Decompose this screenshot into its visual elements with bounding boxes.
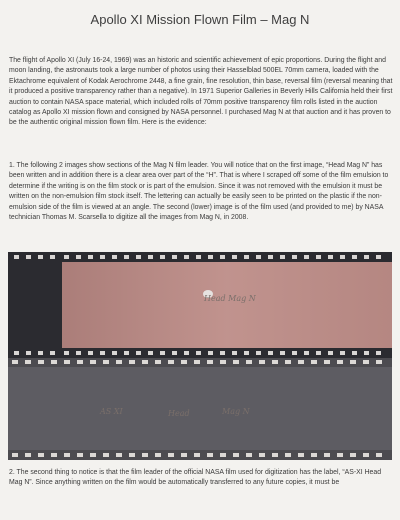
film-leader-image-1 [8,252,392,358]
film-2-label-mag-n: Mag N [222,407,250,416]
film-leader-image-2 [8,358,392,460]
paragraph-evidence-1: 1. The following 2 images show sections of the Mag N film leader. You will notice that on the first image, “Head Mag N” has been written and in addition there is a clear area over part of the “H”. That is where I scraped off some of the film emulsion to determine if the writing is on the film stock or is part of the emulsion. Since it was not removed with the emulsion it must be written on the non-emulsion film stock itself. The lettering can actually be easily seen to be printed on the plastic if the non-emulsion side of the film is viewed at an angle. The second (lower) image is of the film used (and provided to me) by NASA technician Thomas M. Scarsella to digitize all the images from Mag N, in 2008. [9,162,389,222]
film-strip-1 [8,252,392,358]
film-2-label-as-xi: AS XI [100,407,123,416]
film-1-label: Head Mag N [204,294,256,303]
paragraph-evidence-2: 2. The second thing to notice is that the film leader of the official NASA film used for digitization has the label, “AS-XI Head Mag N”. Since anything written on the film would be automatically transferred to any future copies, it must be [9,469,382,487]
film2-perforations-bottom [12,453,382,457]
film-strip-2 [8,358,392,460]
page-title: Apollo XI Mission Flown Film – Mag N [90,12,310,27]
film-2-label-head: Head [168,409,190,418]
film2-perforations-top [12,360,382,364]
paragraph-intro: The flight of Apollo XI (July 16-24, 1969) was an historic and scientific achievement of epic proportions. During the flight and moon landing, the astronauts took a large number of photos using their Hasselblad 500EL 70mm camera, loaded with the Ektachrome equivalent of Kodak Aerochrome 2448, a fine grain, fine resolution, thin base, reversal film (reversal meaning that it produced a positive transparency rather than a negative). In 1971 Superior Galleries in Beverly Hills California held their first auction to contain NASA space material, which included rolls of 70mm positive transparency film rolls listed in the auction catalog as Apollo XI mission flown and consigned by NASA personnel. I purchased Mag N at that auction and it has proven to be the authentic original mission flown film. Here is the evidence: [9,57,393,127]
